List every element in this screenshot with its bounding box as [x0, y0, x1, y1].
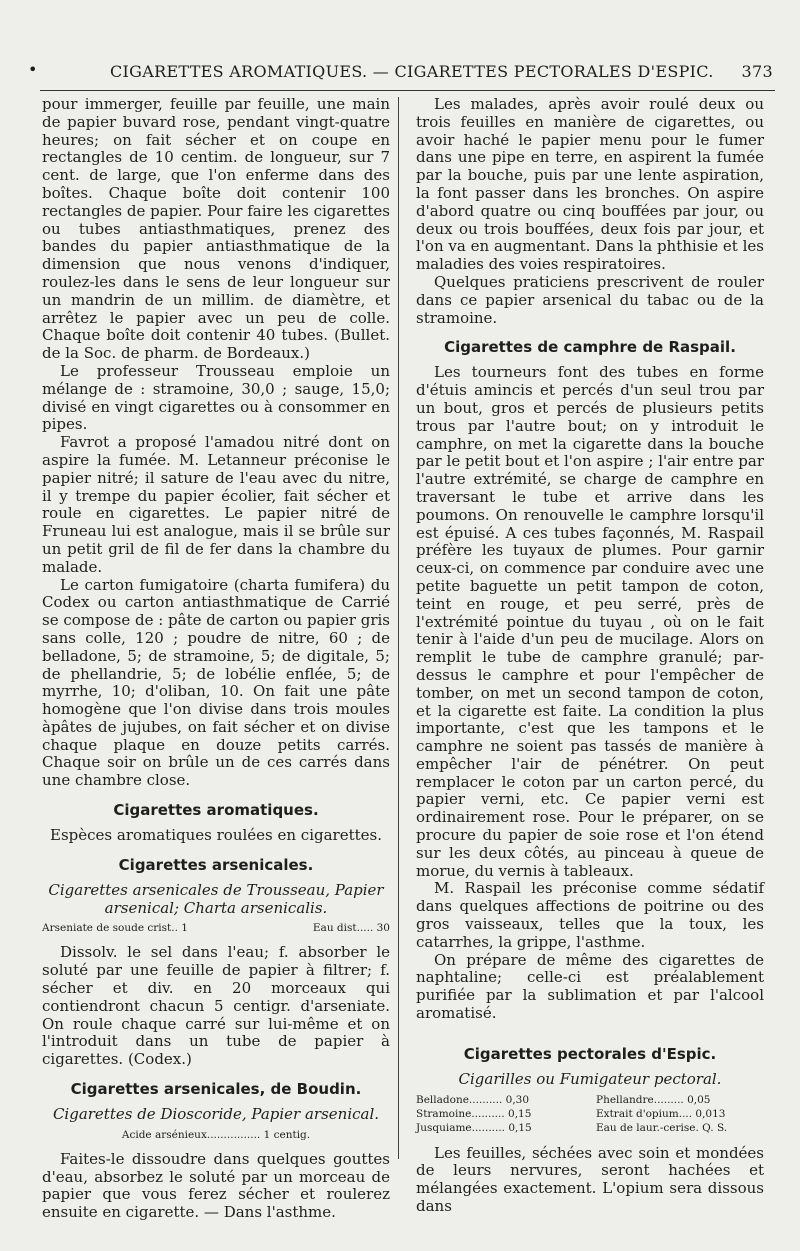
running-header	[28, 62, 773, 88]
section-subtitle	[42, 882, 390, 918]
recipe-table	[416, 1093, 764, 1135]
recipe-item: Belladone.......... 0,30	[416, 1093, 530, 1106]
paragraph: Les malades, après avoir roulé deux ou trois feuilles en manière de cigarettes, ou avoir haché le papier menu pour le fumer dans une pipe en terre, en aspirent la fumée par la bouche, puis par une lente aspiration, la font passer dans les bronches. On aspire d'abord quatre ou cinq bouffées par jour, ou deux ou trois bouffées, deux fois par jour, et l'on va en augmentant. Dans la phthisie et les maladies des voies respiratoires.	[416, 95, 764, 274]
page-number: 373	[741, 62, 773, 81]
header-rule	[40, 90, 775, 91]
recipe-item: Eau dist..... 30	[312, 922, 390, 935]
section-heading: Cigarettes aromatiques.	[113, 801, 319, 820]
recipe-item: Stramoine.......... 0,15	[416, 1107, 532, 1120]
recipe-item: Extrait d'opium.... 0,013	[596, 1107, 726, 1120]
paragraph: Le carton fumigatoire (charta fumifera) du Codex ou carton antiasthmatique de Carrié se compose de : pâte de carton ou papier gris sans colle, 120 ; poudre de nitre, 60 ; de belladone, 5; de stramoine, 5; de digitale, 5; de phellandrie, 5; de lobélie enflée, 5; de myrrhe, 10; d'oliban, 10. On fait une pâte homogène que l'on divise dans trois moules àpâtes de jujubes, on fait sécher et on divise chaque plaque en douze petits carrés. Chaque soir on brûle un de ces carrés dans une chambre close.	[42, 575, 390, 790]
section-heading: Cigarettes arsenicales.	[118, 855, 314, 874]
paragraph: Faites-le dissoudre dans quelques gouttes d'eau, absorbez le soluté par un morceau de papier que vous ferez sécher et roulerez ensuite en cigarette. — Dans l'asthme.	[42, 1149, 390, 1222]
recipe-item: Eau de laur.-cerise. Q. S.	[596, 1121, 728, 1134]
section-heading: Cigarettes pectorales d'Espic.	[463, 1044, 717, 1063]
section-heading: Cigarettes arsenicales, de Boudin.	[70, 1080, 362, 1099]
section-subtitle: Cigarilles ou Fumigateur pectoral.	[458, 1069, 722, 1088]
left-column	[42, 96, 390, 1222]
column-divider	[398, 97, 399, 1159]
subtitle-line: Cigarettes arsenicales de Trousseau, Papier	[48, 880, 384, 899]
paragraph: Favrot a proposé l'amadou nitré dont on aspire la fumée. M. Letanneur préconise le papier nitré; il sature de l'eau avec du nitre, il y trempe du papier écolier, fait sécher et roule en cigarettes. Le papier nitré de Fruneau lui est analogue, mais il se brûle sur un petit gril de fil de fer dans la chambre du malade.	[42, 433, 390, 576]
paragraph: Les feuilles, séchées avec soin et mondées de leurs nervures, seront hachées et mélangées exactement. L'opium sera dissous dans	[416, 1143, 764, 1216]
recipe-line	[42, 921, 390, 936]
recipe-item: Arseniate de soude crist.. 1	[42, 922, 188, 935]
paragraph: Le professeur Trousseau emploie un mélange de : stramoine, 30,0 ; sauge, 15,0; divisé en vingt cigarettes ou à consommer en pipes.	[42, 361, 390, 434]
paragraph: M. Raspail les préconise comme sédatif dans quelques affections de poitrine ou des gros vaisseaux, telles que la toux, les catarrhes, la grippe, l'asthme.	[416, 879, 764, 951]
right-column	[416, 96, 764, 1216]
paragraph: On prépare de même des cigarettes de naphtaline; celle-ci est préalablement purifiée par la sublimation et par l'alcool aromatisé.	[416, 950, 764, 1023]
paragraph: Les tourneurs font des tubes en forme d'étuis amincis et percés d'un seul trou par un bout, gros et percés de plusieurs petits trous par l'autre bout; on y introduit le camphre, on met la cigarette dans la bouche par le petit bout et l'on aspire ; l'air entre par l'autre extrémité, se charge de camphre en traversant le tube et arrive dans les poumons. On renouvelle le camphre lorsqu'il est épuisé. A ces tubes façonnés, M. Raspail préfère les tuyaux de plumes. Pour garnir ceux-ci, on commence par conduire avec une petite baguette un petit tampon de coton, teint en rouge, et peu serré, près de l'extrémité pointue du tuyau , où on le fait tenir à l'aide d'un peu de mucilage. Alors on remplit le tube de camphre granulé; par-dessus le camphre et pour l'empêcher de tomber, on met un second tampon de coton, et la cigarette est faite. La condition la plus importante, c'est que les tampons et le camphre ne soient pas tassés de manière à empêcher l'air de pénétrer. On peut remplacer le coton par un carton percé, du papier verni, etc. Ce papier verni est ordinairement rose. Pour le préparer, on se procure du papier de soie rose et l'on étend sur les deux côtés, au pinceau à queue de morue, du vernis à tableaux.	[416, 363, 764, 880]
recipe-item: Jusquiame.......... 0,15	[416, 1121, 532, 1134]
recipe-item: Acide arsénieux................ 1 centig.	[121, 1128, 311, 1141]
running-title: CIGARETTES AROMATIQUES. — CIGARETTES PECTORALES D'ESPIC.	[110, 62, 714, 81]
section-subtitle: Cigarettes de Dioscoride, Papier arsenical.	[52, 1105, 380, 1124]
section-heading: Cigarettes de camphre de Raspail.	[444, 338, 736, 357]
recipe-item: Phellandre......... 0,05	[596, 1093, 711, 1106]
paragraph: Dissolv. le sel dans l'eau; f. absorber le soluté par une feuille de papier à filtrer; f. sécher et div. en 20 morceaux qui contiendront chacun 5 centigr. d'arseniate. On roule chaque carré sur lui-même et on l'introduit dans un tube de papier à cigarettes. (Codex.)	[42, 943, 390, 1069]
paragraph: Quelques praticiens prescrivent de rouler dans ce papier arsenical du tabac ou de la stramoine.	[416, 272, 764, 327]
paragraph: Espèces aromatiques roulées en cigarettes.	[50, 826, 382, 845]
margin-mark: •	[28, 60, 38, 79]
recipe-line	[42, 1128, 390, 1143]
paragraph: pour immerger, feuille par feuille, une main de papier buvard rose, pendant vingt-quatre heures; on fait sécher et on coupe en rectangles de 10 centim. de longueur, sur 7 cent. de large, que l'on enferme dans des boîtes. Chaque boîte doit contenir 100 rectangles de papier. Pour faire les cigarettes ou tubes antiasthmatiques, prenez des bandes du papier antiasthmatique de la dimension que nous venons d'indiquer, roulez-les dans le sens de leur longueur sur un mandrin de un millim. de diamètre, et arrêtez le papier avec un peu de colle. Chaque boîte doit contenir 40 tubes. (Bullet. de la Soc. de pharm. de Bordeaux.)	[42, 95, 390, 363]
subtitle-line: arsenical; Charta arsenicalis.	[104, 898, 328, 917]
